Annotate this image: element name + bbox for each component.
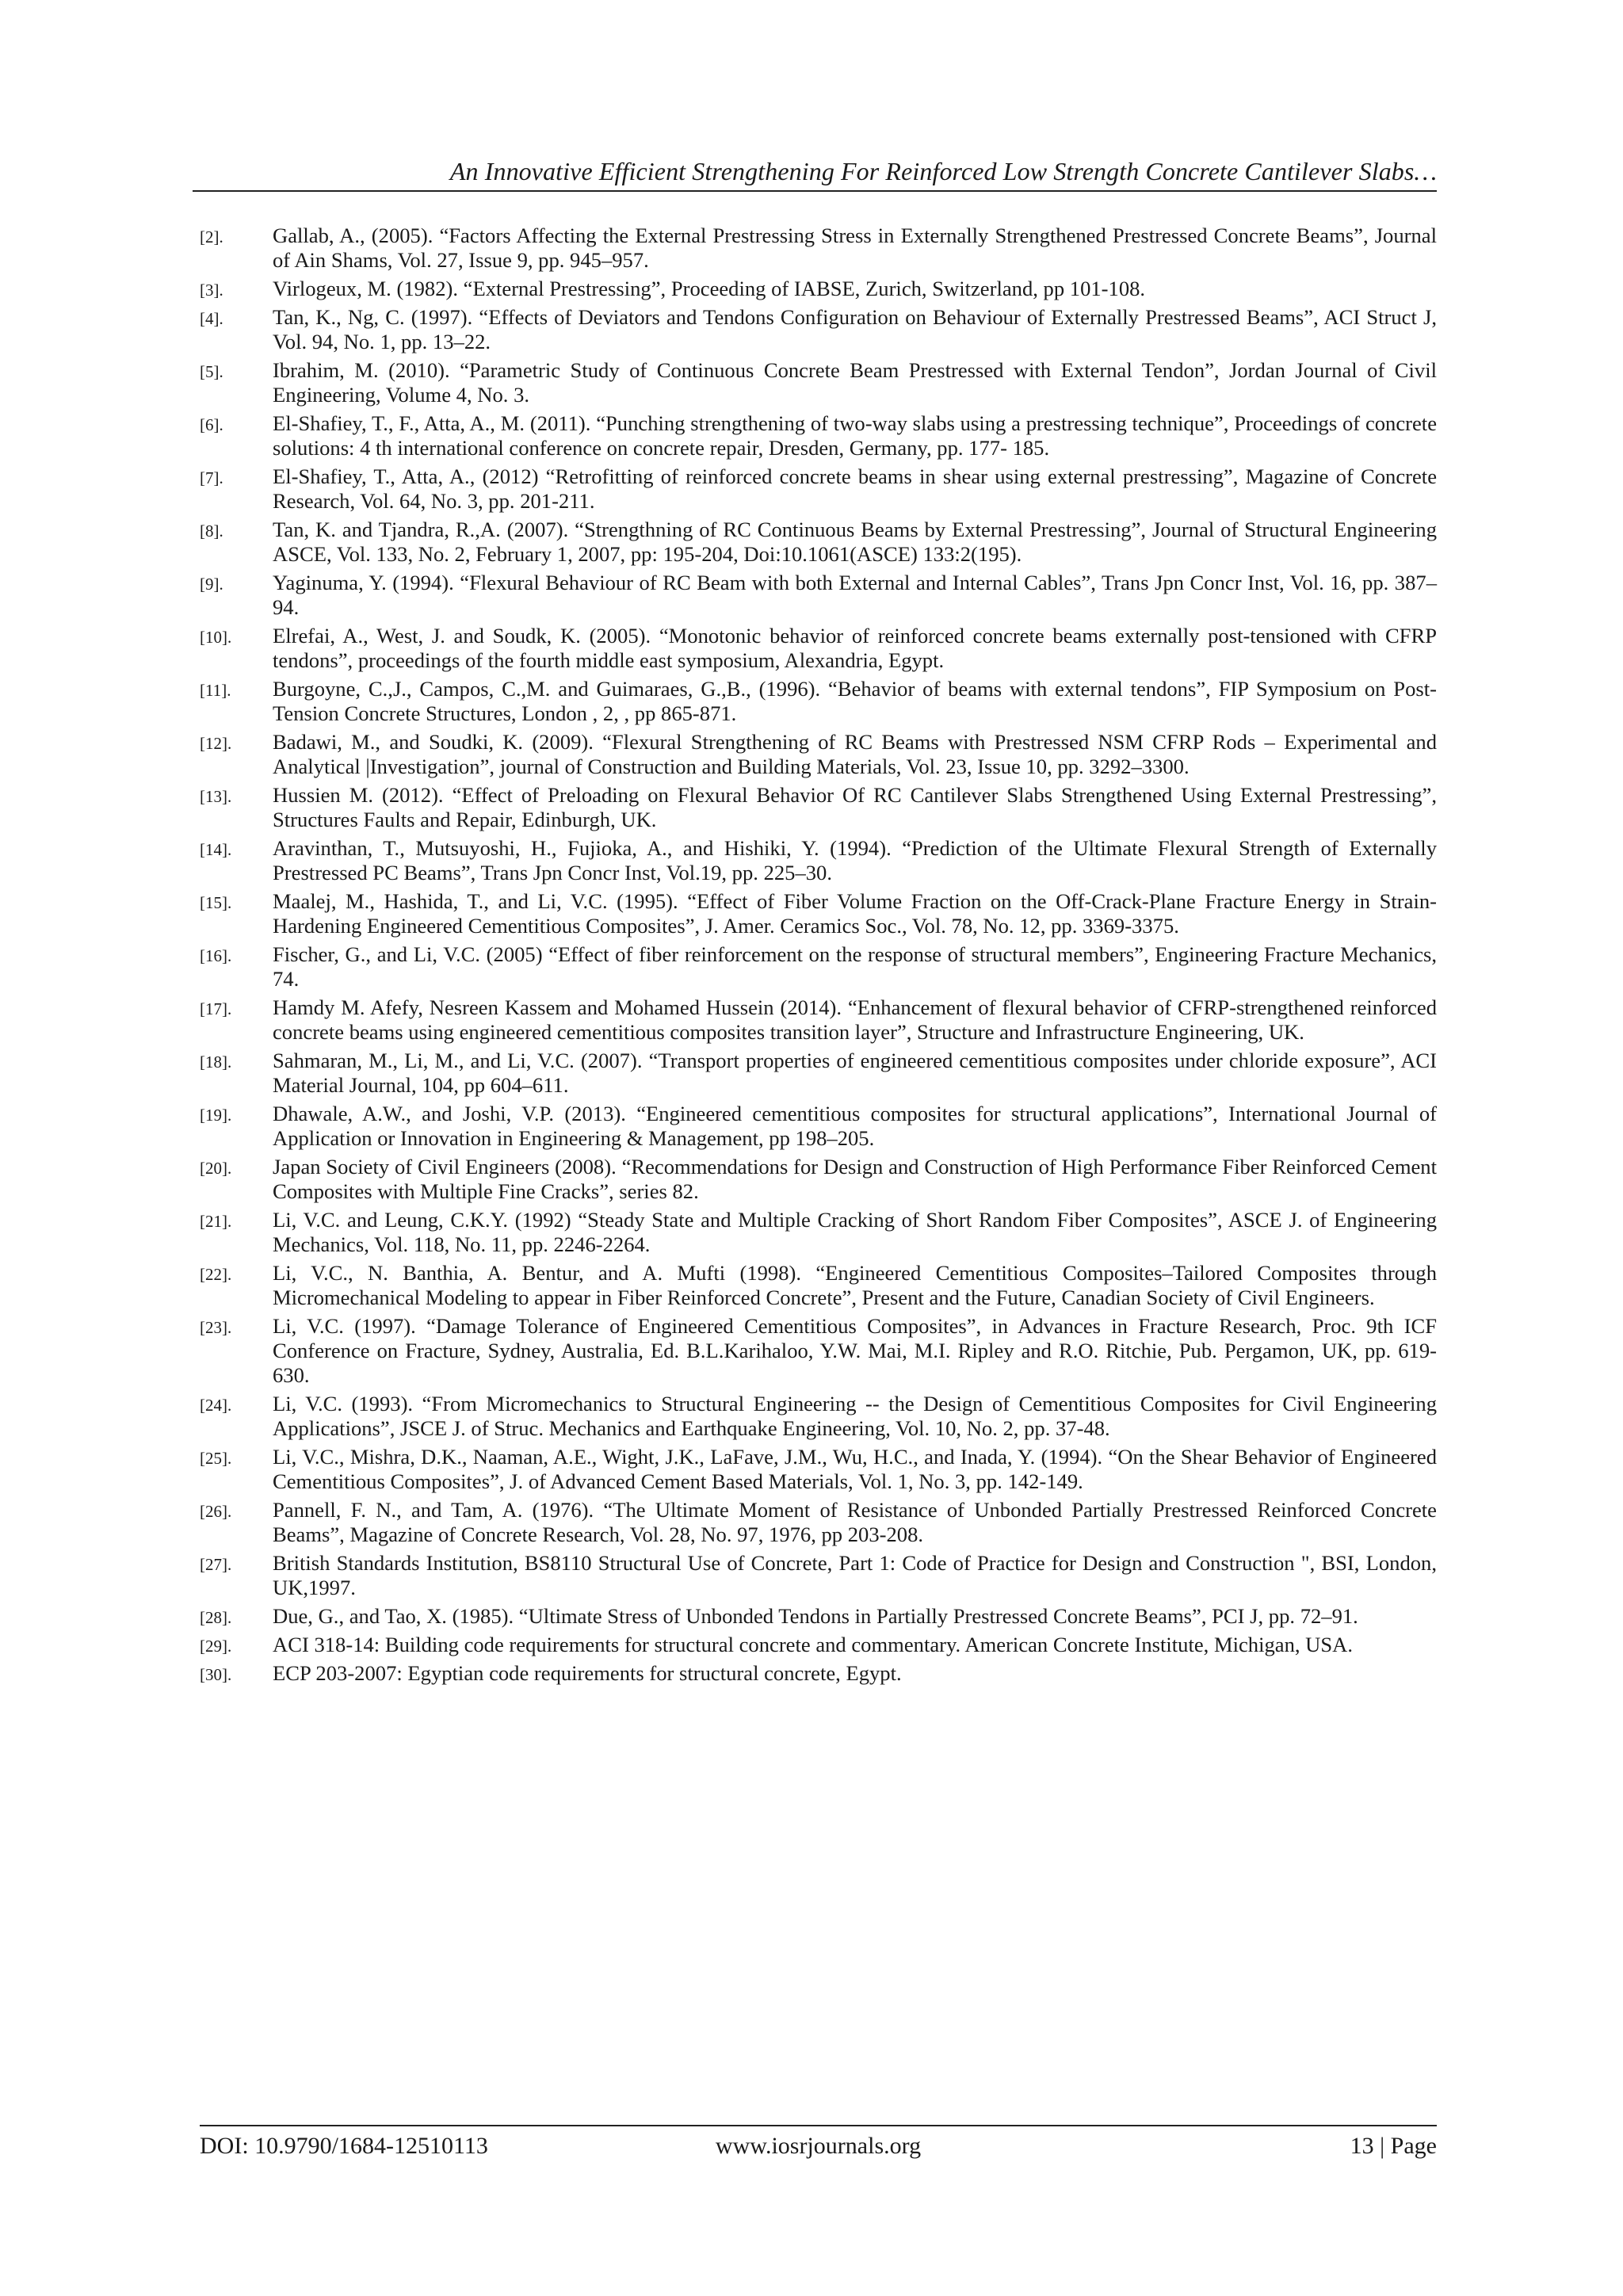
reference-text: El-Shafiey, T., Atta, A., (2012) “Retrofitting of reinforced concrete beams in shear using external prestressing”, Magazine of Concrete Research, Vol. 64, No. 3, pp. 201-211. xyxy=(273,464,1437,513)
reference-text: British Standards Institution, BS8110 Structural Use of Concrete, Part 1: Code of Practice for Design and Construction ", BSI, London, UK,1997. xyxy=(273,1551,1437,1599)
reference-number: [11]. xyxy=(200,681,231,700)
reference-number: [4]. xyxy=(200,309,223,328)
reference-text: Li, V.C. and Leung, C.K.Y. (1992) “Steady State and Multiple Cracking of Short Random Fiber Composites”, ASCE J. of Engineering Mechanics, Vol. 118, No. 11, pp. 2246-2264. xyxy=(273,1208,1437,1256)
reference-number: [8]. xyxy=(200,521,223,541)
reference-item xyxy=(200,411,1437,460)
reference-number: [30]. xyxy=(200,1665,232,1684)
reference-item xyxy=(200,223,1437,273)
reference-text: Yaginuma, Y. (1994). “Flexural Behaviour of RC Beam with both External and Internal Cables”, Trans Jpn Concr Inst, Vol. 16, pp. 387–94. xyxy=(273,571,1437,619)
reference-item xyxy=(200,1661,1437,1686)
reference-number: [2]. xyxy=(200,227,223,246)
reference-item xyxy=(200,730,1437,779)
reference-number: [12]. xyxy=(200,734,232,753)
reference-text: Fischer, G., and Li, V.C. (2005) “Effect of fiber reinforcement on the response of structural members”, Engineering Fracture Mechanics, 74. xyxy=(273,942,1437,991)
reference-number: [6]. xyxy=(200,415,223,434)
footer-rule xyxy=(200,2125,1437,2126)
reference-item xyxy=(200,1604,1437,1629)
reference-text: El-Shafiey, T., F., Atta, A., M. (2011). “Punching strengthening of two-way slabs using a prestressing technique”, Proceedings of concrete solutions: 4 th international conference on concrete repair, Dresden, Germany, pp. 177- 185. xyxy=(273,411,1437,460)
reference-item xyxy=(200,1551,1437,1600)
reference-number: [20]. xyxy=(200,1159,232,1178)
reference-number: [21]. xyxy=(200,1212,232,1231)
reference-text: Japan Society of Civil Engineers (2008). “Recommendations for Design and Construction of High Performance Fiber Reinforced Cement Composites with Multiple Fine Cracks”, series 82. xyxy=(273,1155,1437,1203)
reference-list xyxy=(200,223,1437,1690)
reference-item xyxy=(200,358,1437,407)
reference-number: [25]. xyxy=(200,1449,232,1468)
reference-item xyxy=(200,518,1437,567)
reference-number: [17]. xyxy=(200,999,232,1018)
reference-item xyxy=(200,942,1437,991)
reference-number: [19]. xyxy=(200,1106,232,1125)
reference-number: [24]. xyxy=(200,1396,232,1415)
reference-number: [22]. xyxy=(200,1265,232,1284)
reference-text: Li, V.C. (1993). “From Micromechanics to Structural Engineering -- the Design of Cementitious Composites for Civil Engineering Applications”, JSCE J. of Struc. Mechanics and Earthquake Engineering, Vol. 10, No. 2, pp. 37-48. xyxy=(273,1392,1437,1440)
reference-text: Li, V.C., Mishra, D.K., Naaman, A.E., Wight, J.K., LaFave, J.M., Wu, H.C., and Inada, Y. (1994). “On the Shear Behavior of Engineered Cementitious Composites”, J. of Advanced Cement Based Materials, Vol. 1, No. 3, pp. 142-149. xyxy=(273,1445,1437,1493)
reference-item xyxy=(200,1445,1437,1494)
reference-text: Pannell, F. N., and Tam, A. (1976). “The Ultimate Moment of Resistance of Unbonded Partially Prestressed Reinforced Concrete Beams”, Magazine of Concrete Research, Vol. 28, No. 97, 1976, pp 203-208. xyxy=(273,1498,1437,1546)
reference-item xyxy=(200,1102,1437,1151)
reference-number: [7]. xyxy=(200,468,223,487)
reference-number: [28]. xyxy=(200,1608,232,1627)
reference-item xyxy=(200,1155,1437,1204)
reference-number: [14]. xyxy=(200,840,232,859)
reference-text: Elrefai, A., West, J. and Soudk, K. (2005). “Monotonic behavior of reinforced concrete beams externally post-tensioned with CFRP tendons”, proceedings of the fourth middle east symposium, Alexandria, Egypt. xyxy=(273,624,1437,672)
running-header: An Innovative Efficient Strengthening For Reinforced Low Strength Concrete Cantilever Slabs… xyxy=(449,157,1437,185)
reference-item xyxy=(200,1392,1437,1441)
reference-number: [18]. xyxy=(200,1052,232,1072)
reference-item xyxy=(200,305,1437,354)
footer-website: www.iosrjournals.org xyxy=(715,2133,922,2159)
reference-text: Li, V.C. (1997). “Damage Tolerance of Engineered Cementitious Composites”, in Advances in Fracture Research, Proc. 9th ICF Conference on Fracture, Sydney, Australia, Ed. B.L.Karihaloo, Y.W. Mai, M.I. Ripley and R.O. Ritchie, Pub. Pergamon, UK, pp. 619-630. xyxy=(273,1314,1437,1387)
reference-number: [29]. xyxy=(200,1637,232,1656)
reference-item xyxy=(200,836,1437,885)
reference-text: Ibrahim, M. (2010). “Parametric Study of Continuous Concrete Beam Prestressed with External Tendon”, Jordan Journal of Civil Engineering, Volume 4, No. 3. xyxy=(273,358,1437,407)
reference-item xyxy=(200,464,1437,514)
reference-item xyxy=(200,783,1437,832)
reference-number: [10]. xyxy=(200,628,232,647)
reference-item xyxy=(200,1208,1437,1257)
reference-text: ECP 203-2007: Egyptian code requirements for structural concrete, Egypt. xyxy=(273,1661,902,1685)
header-rule xyxy=(193,190,1437,192)
reference-item xyxy=(200,1314,1437,1388)
reference-text: ACI 318-14: Building code requirements for structural concrete and commentary. American Concrete Institute, Michigan, USA. xyxy=(273,1633,1354,1656)
reference-text: Hamdy M. Afefy, Nesreen Kassem and Mohamed Hussein (2014). “Enhancement of flexural behavior of CFRP-strengthened reinforced concrete beams using engineered cementitious composites transition layer”, Structure and Infrastructure Engineering, UK. xyxy=(273,995,1437,1044)
reference-text: Hussien M. (2012). “Effect of Preloading on Flexural Behavior Of RC Cantilever Slabs Strengthened Using External Prestressing”, Structures Faults and Repair, Edinburgh, UK. xyxy=(273,783,1437,831)
reference-item xyxy=(200,1633,1437,1657)
reference-text: Dhawale, A.W., and Joshi, V.P. (2013). “Engineered cementitious composites for structural applications”, International Journal of Application or Innovation in Engineering & Management, pp 198–205. xyxy=(273,1102,1437,1150)
reference-text: Virlogeux, M. (1982). “External Prestressing”, Proceeding of IABSE, Zurich, Switzerland, pp 101-108. xyxy=(273,277,1146,300)
reference-item xyxy=(200,571,1437,620)
reference-text: Tan, K., Ng, C. (1997). “Effects of Deviators and Tendons Configuration on Behaviour of Externally Prestressed Beams”, ACI Struct J, Vol. 94, No. 1, pp. 13–22. xyxy=(273,305,1437,353)
reference-text: Gallab, A., (2005). “Factors Affecting the External Prestressing Stress in Externally Strengthened Prestressed Concrete Beams”, Journal of Ain Shams, Vol. 27, Issue 9, pp. 945–957. xyxy=(273,223,1437,272)
reference-item xyxy=(200,1498,1437,1547)
footer-page-number: 13 | Page xyxy=(1350,2133,1437,2159)
reference-number: [16]. xyxy=(200,946,232,965)
reference-number: [5]. xyxy=(200,362,223,381)
reference-number: [13]. xyxy=(200,787,232,806)
reference-text: Sahmaran, M., Li, M., and Li, V.C. (2007). “Transport properties of engineered cementitious composites under chloride exposure”, ACI Material Journal, 104, pp 604–611. xyxy=(273,1049,1437,1097)
reference-number: [3]. xyxy=(200,281,223,300)
reference-item xyxy=(200,995,1437,1045)
reference-item xyxy=(200,1261,1437,1310)
reference-item xyxy=(200,1049,1437,1098)
reference-item xyxy=(200,624,1437,673)
page-footer xyxy=(200,2130,1437,2162)
reference-text: Due, G., and Tao, X. (1985). “Ultimate Stress of Unbonded Tendons in Partially Prestressed Concrete Beams”, PCI J, pp. 72–91. xyxy=(273,1604,1358,1628)
reference-number: [23]. xyxy=(200,1318,232,1337)
reference-text: Li, V.C., N. Banthia, A. Bentur, and A. Mufti (1998). “Engineered Cementitious Composites–Tailored Composites through Micromechanical Modeling to appear in Fiber Reinforced Concrete”, Present and the Future, Canadian Society of Civil Engineers. xyxy=(273,1261,1437,1309)
reference-item xyxy=(200,889,1437,938)
reference-number: [27]. xyxy=(200,1555,232,1574)
reference-text: Badawi, M., and Soudki, K. (2009). “Flexural Strengthening of RC Beams with Prestressed NSM CFRP Rods – Experimental and Analytical |Investigation”, journal of Construction and Building Materials, Vol. 23, Issue 10, pp. 3292–3300. xyxy=(273,730,1437,778)
reference-number: [15]. xyxy=(200,893,232,912)
reference-text: Aravinthan, T., Mutsuyoshi, H., Fujioka, A., and Hishiki, Y. (1994). “Prediction of the Ultimate Flexural Strength of Externally Prestressed PC Beams”, Trans Jpn Concr Inst, Vol.19, pp. 225–30. xyxy=(273,836,1437,884)
reference-item xyxy=(200,277,1437,301)
reference-number: [26]. xyxy=(200,1502,232,1521)
reference-text: Maalej, M., Hashida, T., and Li, V.C. (1995). “Effect of Fiber Volume Fraction on the Off-Crack-Plane Fracture Energy in Strain-Hardening Engineered Cementitious Composites”, J. Amer. Ceramics Soc., Vol. 78, No. 12, pp. 3369-3375. xyxy=(273,889,1437,938)
reference-number: [9]. xyxy=(200,575,223,594)
reference-text: Tan, K. and Tjandra, R.,A. (2007). “Strengthning of RC Continuous Beams by External Prestressing”, Journal of Structural Engineering ASCE, Vol. 133, No. 2, February 1, 2007, pp: 195-204, Doi:10.1061(ASCE) 133:2(195). xyxy=(273,518,1437,566)
reference-text: Burgoyne, C.,J., Campos, C.,M. and Guimaraes, G.,B., (1996). “Behavior of beams with external tendons”, FIP Symposium on Post-Tension Concrete Structures, London , 2, , pp 865-871. xyxy=(273,677,1437,725)
reference-item xyxy=(200,677,1437,726)
footer-doi: DOI: 10.9790/1684-12510113 xyxy=(200,2133,488,2159)
